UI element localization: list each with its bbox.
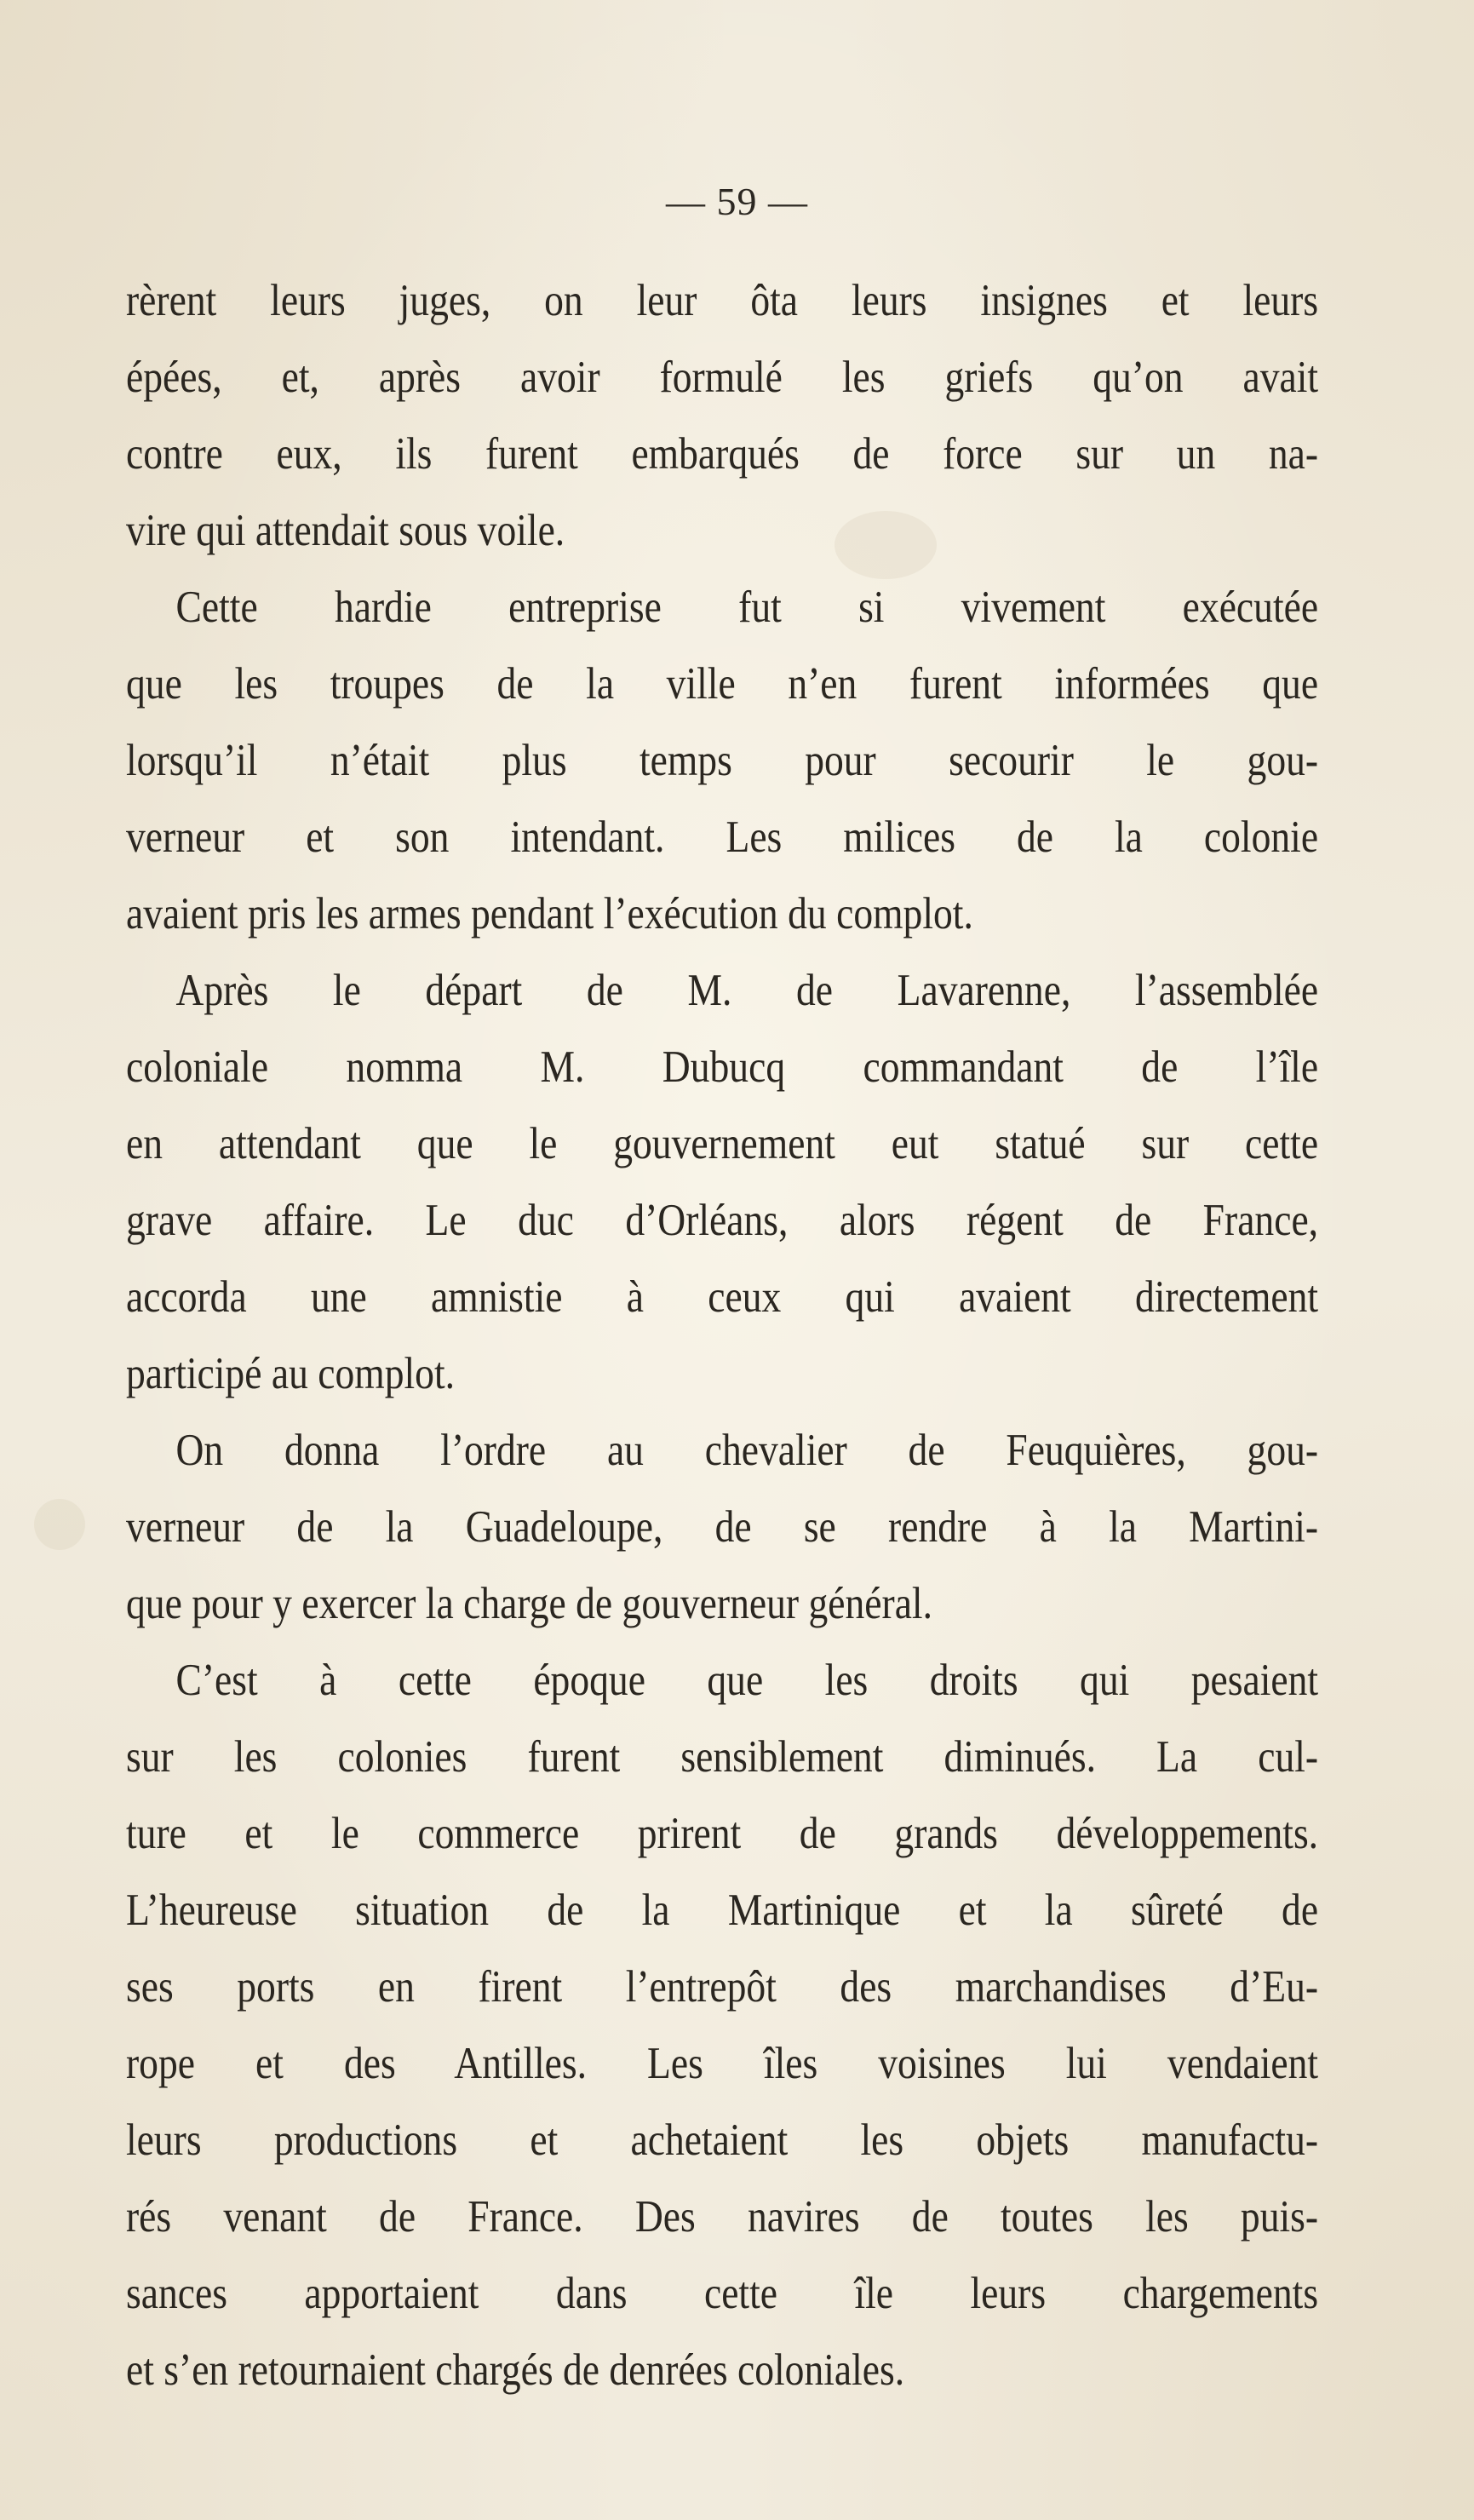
text-line: sances apportaient dans cette île leurs chargements: [126, 2269, 1319, 2318]
text-line: Après le départ de M. de Lavarenne, l’assemblée: [175, 966, 1319, 1015]
text-line: L’heureuse situation de la Martinique et la sûreté de: [126, 1886, 1319, 1935]
text-line: verneur de la Guadeloupe, de se rendre à la Martini-: [126, 1502, 1319, 1552]
text-line: que les troupes de la ville n’en furent informées que: [126, 659, 1319, 709]
text-line: C’est à cette époque que les droits qui pesaient: [175, 1656, 1319, 1705]
body-text: [126, 262, 1318, 2408]
text-line: leurs productions et achetaient les objets manufactu-: [126, 2115, 1319, 2165]
text-line: ture et le commerce prirent de grands développements.: [126, 1809, 1319, 1858]
text-line: contre eux, ils furent embarqués de force sur un na-: [126, 429, 1319, 479]
text-line: sur les colonies furent sensiblement diminués. La cul-: [126, 1732, 1319, 1782]
text-line: verneur et son intendant. Les milices de la colonie: [126, 812, 1319, 862]
text-line: vire qui attendait sous voile.: [126, 506, 565, 555]
text-line: lorsqu’il n’était plus temps pour secourir le gou-: [126, 736, 1319, 785]
text-line: en attendant que le gouvernement eut statué sur cette: [126, 1119, 1319, 1168]
text-line: Cette hardie entreprise fut si vivement exécutée: [175, 583, 1319, 632]
text-line: rope et des Antilles. Les îles voisines lui vendaient: [126, 2039, 1319, 2088]
text-line: grave affaire. Le duc d’Orléans, alors régent de France,: [126, 1196, 1319, 1245]
paper-stain: [34, 1499, 85, 1550]
text-line: avaient pris les armes pendant l’exécution du complot.: [126, 889, 973, 939]
text-line: ses ports en firent l’entrepôt des marchandises d’Eu-: [126, 1962, 1319, 2012]
text-line: participé au complot.: [126, 1349, 456, 1398]
text-line: accorda une amnistie à ceux qui avaient directement: [126, 1272, 1319, 1322]
text-line: et s’en retournaient chargés de denrées coloniales.: [126, 2345, 905, 2395]
text-line: On donna l’ordre au chevalier de Feuquières, gou-: [175, 1426, 1319, 1475]
text-line: épées, et, après avoir formulé les griefs qu’on avait: [126, 353, 1319, 402]
text-line: rés venant de France. Des navires de toutes les puis-: [126, 2192, 1319, 2242]
text-line: coloniale nomma M. Dubucq commandant de l’île: [126, 1042, 1319, 1092]
text-line: que pour y exercer la charge de gouverneur général.: [126, 1579, 932, 1628]
page-number: — 59 —: [666, 180, 808, 223]
text-line: rèrent leurs juges, on leur ôta leurs insignes et leurs: [126, 276, 1319, 325]
